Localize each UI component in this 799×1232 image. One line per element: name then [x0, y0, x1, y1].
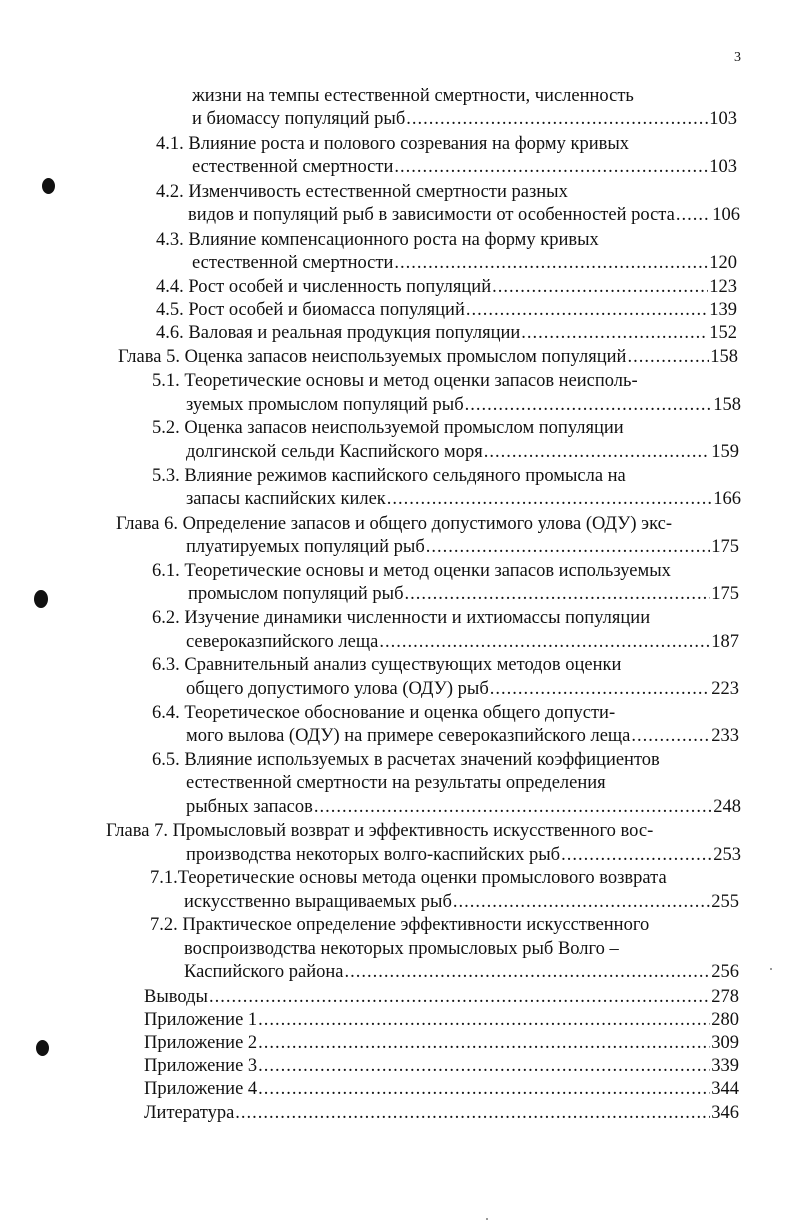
- toc-entry-text: естественной смертности: [192, 157, 394, 177]
- toc-entry-text: 4.6. Валовая и реальная продукция популяции: [156, 323, 521, 343]
- toc-line: [156, 298, 737, 322]
- toc-line: [186, 724, 739, 748]
- toc-entry-page: 103: [709, 109, 737, 129]
- toc-entry-text: Приложение 4: [144, 1079, 258, 1099]
- toc-entry-page: 253: [713, 845, 741, 865]
- toc-line: [144, 1101, 739, 1125]
- toc-entry-text: 7.2. Практическое определение эффективности искусственного: [150, 915, 650, 935]
- dot-leader: [258, 1054, 710, 1078]
- toc-entry-text: 5.3. Влияние режимов каспийского сельдяного промысла на: [152, 466, 626, 486]
- toc-line: [188, 582, 739, 606]
- toc-entry-text: Глава 5. Оценка запасов неиспользуемых промыслом популяций: [118, 347, 627, 367]
- punch-hole-mark: [34, 590, 48, 608]
- toc-entry-text: искусственно выращиваемых рыб: [184, 892, 452, 912]
- toc-entry-text: естественной смертности на результаты определения: [186, 773, 606, 793]
- toc-entry-text: 4.3. Влияние компенсационного роста на форму кривых: [156, 230, 599, 250]
- toc-entry-page: 309: [711, 1033, 739, 1053]
- toc-entry-page: 233: [711, 726, 739, 746]
- toc-line: [152, 653, 621, 677]
- dot-leader: [209, 985, 710, 1009]
- dot-leader: [631, 724, 710, 748]
- dot-leader: [235, 1101, 710, 1125]
- toc-line: [144, 1031, 739, 1055]
- toc-line: [152, 701, 615, 725]
- toc-line: [186, 677, 739, 701]
- toc-entry-text: 4.2. Изменчивость естественной смертности разных: [156, 182, 568, 202]
- toc-entry-text: Приложение 3: [144, 1056, 258, 1076]
- dot-leader: [394, 155, 708, 179]
- toc-entry-text: запасы каспийских килек: [186, 489, 386, 509]
- toc-line: [106, 819, 653, 843]
- toc-entry-text: 6.5. Влияние используемых в расчетах значений коэффициентов: [152, 750, 660, 770]
- toc-entry-page: 187: [711, 632, 739, 652]
- dot-leader: [426, 535, 711, 559]
- toc-line: [156, 321, 737, 345]
- dot-leader: [492, 275, 708, 299]
- toc-line: [152, 464, 626, 488]
- dot-leader: [405, 582, 711, 606]
- dot-leader: [258, 1031, 710, 1055]
- toc-line: [186, 771, 606, 795]
- toc-entry-page: 175: [711, 537, 739, 557]
- toc-line: [116, 512, 672, 536]
- toc-entry-text: Глава 6. Определение запасов и общего допустимого улова (ОДУ) экс-: [116, 514, 672, 534]
- toc-line: [184, 890, 739, 914]
- toc-entry-page: 344: [711, 1079, 739, 1099]
- toc-entry-page: 256: [711, 962, 739, 982]
- toc-entry-text: и биомассу популяций рыб: [192, 109, 406, 129]
- toc-line: [186, 393, 741, 417]
- toc-entry-text: Выводы: [144, 987, 208, 1007]
- toc-line: [156, 228, 599, 252]
- toc-line: [156, 275, 737, 299]
- toc-line: [186, 487, 741, 511]
- toc-entry-page: 158: [710, 347, 738, 367]
- toc-line: [118, 345, 738, 369]
- toc-entry-page: 152: [709, 323, 737, 343]
- toc-entry-text: североказпийского леща: [186, 632, 379, 652]
- dot-leader: [490, 677, 710, 701]
- toc-entry-text: естественной смертности: [192, 253, 394, 273]
- toc-entry-text: зуемых промыслом популяций рыб: [186, 395, 464, 415]
- toc-entry-text: плуатируемых популяций рыб: [186, 537, 425, 557]
- dot-leader: [258, 1077, 710, 1101]
- toc-line: [152, 559, 671, 583]
- toc-line: [156, 132, 629, 156]
- page-number: 3: [734, 50, 741, 65]
- toc-entry-text: Приложение 1: [144, 1010, 258, 1030]
- dot-leader: [379, 630, 710, 654]
- toc-line: [186, 843, 741, 867]
- toc-entry-text: 4.1. Влияние роста и полового созревания на форму кривых: [156, 134, 630, 154]
- toc-entry-page: 166: [713, 489, 741, 509]
- dot-leader: [314, 795, 712, 819]
- toc-entry-text: Приложение 2: [144, 1033, 258, 1053]
- toc-line: [184, 960, 739, 984]
- toc-line: [192, 107, 737, 131]
- dot-leader: [484, 440, 710, 464]
- toc-entry-page: 159: [711, 442, 739, 462]
- dot-leader: [258, 1008, 710, 1032]
- toc-entry-text: 6.4. Теоретическое обоснование и оценка общего допусти-: [152, 703, 616, 723]
- toc-line: [150, 866, 667, 890]
- toc-line: [144, 1008, 739, 1032]
- toc-entry-text: 4.5. Рост особей и биомасса популяций: [156, 300, 465, 320]
- toc-entry-page: 278: [711, 987, 739, 1007]
- toc-entry-text: Литература: [144, 1103, 235, 1123]
- toc-entry-page: 103: [709, 157, 737, 177]
- toc-entry-page: 158: [713, 395, 741, 415]
- toc-entry-text: промыслом популяций рыб: [188, 584, 404, 604]
- toc-entry-page: 106: [712, 205, 740, 225]
- toc-entry-page: 346: [711, 1103, 739, 1123]
- toc-line: [152, 369, 638, 393]
- toc-entry-page: 123: [709, 277, 737, 297]
- toc-line: [188, 203, 740, 227]
- dot-leader: [627, 345, 709, 369]
- toc-entry-text: видов и популяций рыб в зависимости от особенностей роста: [188, 205, 675, 225]
- dot-leader: [676, 203, 711, 227]
- toc-line: [152, 416, 624, 440]
- toc-line: [186, 440, 739, 464]
- toc-line: [144, 985, 739, 1009]
- toc-entry-page: 175: [711, 584, 739, 604]
- toc-entry-text: производства некоторых волго-каспийских рыб: [186, 845, 561, 865]
- toc-entry-page: 223: [711, 679, 739, 699]
- punch-hole-mark: [36, 1040, 49, 1056]
- toc-line: [192, 251, 737, 275]
- toc-entry-text: воспроизводства некоторых промысловых рыб Волго –: [184, 939, 619, 959]
- dot-leader: [344, 960, 710, 984]
- toc-line: [152, 606, 650, 630]
- toc-entry-text: 6.3. Сравнительный анализ существующих методов оценки: [152, 655, 622, 675]
- toc-line: [186, 630, 739, 654]
- toc-entry-text: Каспийского района: [184, 962, 344, 982]
- toc-entry-text: 6.2. Изучение динамики численности и ихтиомассы популяции: [152, 608, 651, 628]
- toc-line: [150, 913, 649, 937]
- toc-entry-text: 7.1.Теоретические основы метода оценки промыслового возврата: [150, 868, 667, 888]
- toc-entry-page: 139: [709, 300, 737, 320]
- dot-leader: [561, 843, 712, 867]
- toc-line: [144, 1077, 739, 1101]
- toc-entry-text: 4.4. Рост особей и численность популяций: [156, 277, 492, 297]
- toc-line: [192, 155, 737, 179]
- toc-entry-text: долгинской сельди Каспийского моря: [186, 442, 483, 462]
- toc-entry-text: 5.1. Теоретические основы и метод оценки запасов неисполь-: [152, 371, 638, 391]
- toc-line: [156, 180, 568, 204]
- toc-entry-page: 255: [711, 892, 739, 912]
- toc-entry-page: 248: [713, 797, 741, 817]
- dot-leader: [466, 298, 708, 322]
- dot-leader: [394, 251, 708, 275]
- dot-leader: [521, 321, 708, 345]
- dot-leader: [406, 107, 708, 131]
- toc-line: [152, 748, 660, 772]
- dot-leader: [387, 487, 712, 511]
- toc-line: [144, 1054, 739, 1078]
- toc-entry-page: 120: [709, 253, 737, 273]
- dot-leader: [465, 393, 713, 417]
- toc-entry-text: общего допустимого улова (ОДУ) рыб: [186, 679, 489, 699]
- toc-line: [186, 795, 741, 819]
- scan-speck: [770, 968, 772, 970]
- punch-hole-mark: [42, 178, 55, 194]
- toc-entry-text: Глава 7. Промысловый возврат и эффективность искусственного вос-: [106, 821, 654, 841]
- toc-entry-text: мого вылова (ОДУ) на примере североказпийского леща: [186, 726, 631, 746]
- toc-entry-text: 5.2. Оценка запасов неиспользуемой промыслом популяции: [152, 418, 624, 438]
- toc-line: [186, 535, 739, 559]
- scan-speck: [486, 1218, 488, 1220]
- toc-entry-page: 339: [711, 1056, 739, 1076]
- toc-line: [192, 84, 634, 108]
- toc-entry-text: рыбных запасов: [186, 797, 313, 817]
- dot-leader: [453, 890, 710, 914]
- toc-entry-text: 6.1. Теоретические основы и метод оценки запасов используемых: [152, 561, 671, 581]
- toc-entry-page: 280: [711, 1010, 739, 1030]
- toc-line: [184, 937, 619, 961]
- toc-entry-text: жизни на темпы естественной смертности, численность: [192, 86, 634, 106]
